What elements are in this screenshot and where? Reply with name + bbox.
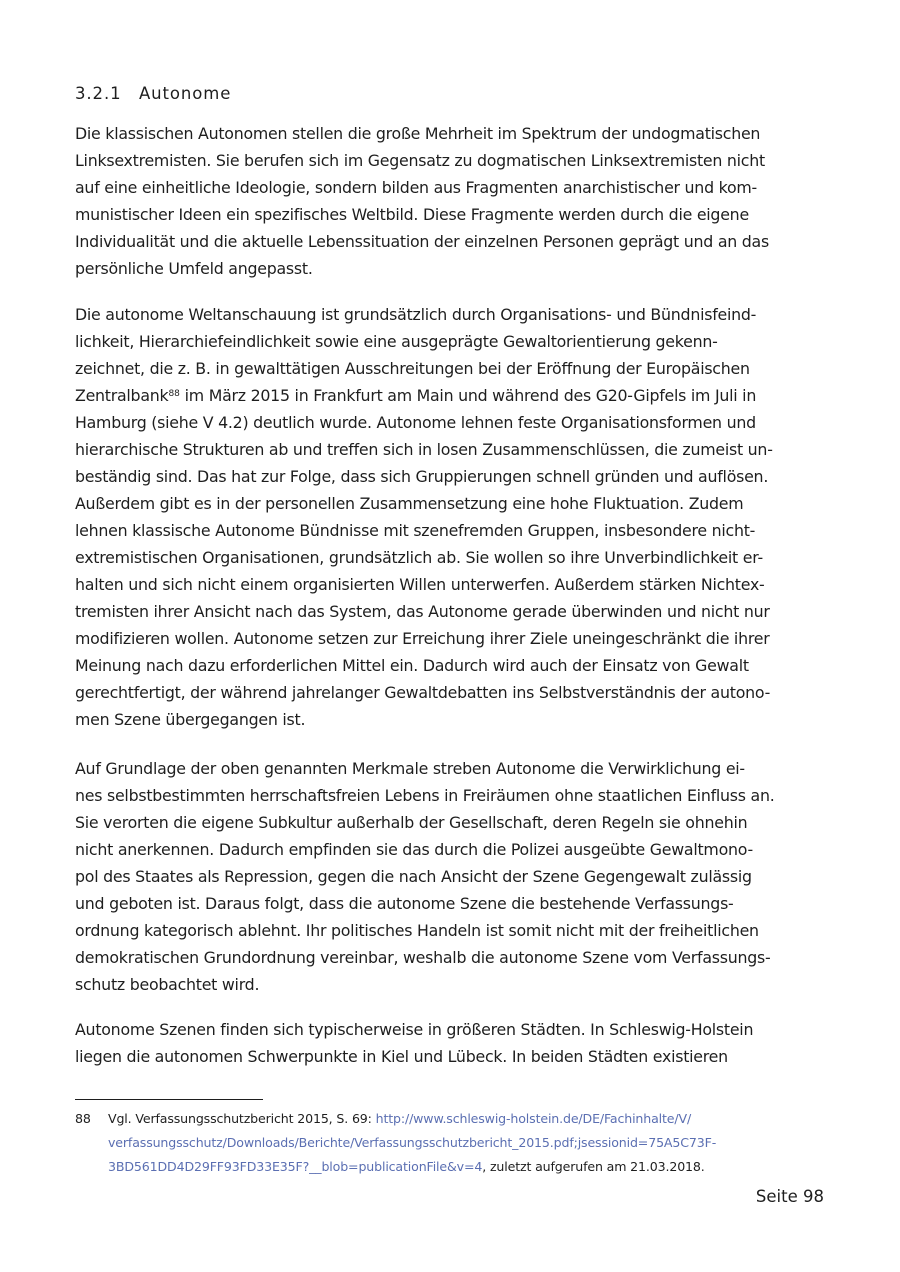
paragraph-2 <box>75 301 835 733</box>
footnote-line <box>75 1155 835 1179</box>
section-heading <box>75 82 231 106</box>
text-line: demokratischen Grundordnung vereinbar, weshalb die autonome Szene vom Verfassungs- <box>75 948 771 967</box>
text-line: Die klassischen Autonomen stellen die große Mehrheit im Spektrum der undogmatischen <box>75 124 761 143</box>
footnote-prefix: Vgl. Verfassungsschutzbericht 2015, S. 69: <box>108 1111 376 1126</box>
footnote-separator <box>75 1099 263 1100</box>
text-line: hierarchische Strukturen ab und treffen sich in losen Zusammenschlüssen, die zumeist un- <box>75 440 773 459</box>
text-line: pol des Staates als Repression, gegen die nach Ansicht der Szene Gegengewalt zulässig <box>75 867 752 886</box>
text-line: zeichnet, die z. B. in gewalttätigen Ausschreitungen bei der Eröffnung der Europäischen <box>75 359 750 378</box>
text-line: Autonome Szenen finden sich typischerweise in größeren Städten. In Schleswig-Holstein <box>75 1020 754 1039</box>
paragraph-1 <box>75 120 835 282</box>
text-segment: Zentralbank <box>75 386 169 405</box>
text-line: Auf Grundlage der oben genannten Merkmale streben Autonome die Verwirklichung ei- <box>75 759 745 778</box>
text-line: Meinung nach dazu erforderlichen Mittel ein. Dadurch wird auch der Einsatz von Gewalt <box>75 656 749 675</box>
footnote-link[interactable]: 3BD561DD4D29FF93FD33E35F?__blob=publicationFile&v=4 <box>108 1159 483 1174</box>
text-line: munistischer Ideen ein spezifisches Weltbild. Diese Fragmente werden durch die eigene <box>75 205 749 224</box>
text-line: nes selbstbestimmten herrschaftsfreien Lebens in Freiräumen ohne staatlichen Einfluss an. <box>75 786 775 805</box>
text-line: Außerdem gibt es in der personellen Zusammensetzung eine hohe Fluktuation. Zudem <box>75 494 744 513</box>
footnote-line <box>75 1131 835 1155</box>
footnote-number: 88 <box>75 1111 91 1126</box>
text-line: Hamburg (siehe V 4.2) deutlich wurde. Autonome lehnen feste Organisationsformen und <box>75 413 756 432</box>
text-line: men Szene übergegangen ist. <box>75 710 306 729</box>
text-line: Sie verorten die eigene Subkultur außerhalb der Gesellschaft, deren Regeln sie ohnehin <box>75 813 748 832</box>
text-line: liegen die autonomen Schwerpunkte in Kiel und Lübeck. In beiden Städten existieren <box>75 1047 728 1066</box>
footnote-line <box>75 1107 835 1131</box>
text-line: und geboten ist. Daraus folgt, dass die autonome Szene die bestehende Verfassungs- <box>75 894 734 913</box>
footnote-link[interactable]: verfassungsschutz/Downloads/Berichte/Verfassungsschutzbericht_2015.pdf;jsessionid=75A5C73F- <box>108 1135 717 1150</box>
text-line: modifizieren wollen. Autonome setzen zur Erreichung ihrer Ziele uneingeschränkt die ihrer <box>75 629 770 648</box>
text-line: auf eine einheitliche Ideologie, sondern bilden aus Fragmenten anarchistischer und kom- <box>75 178 757 197</box>
text-line: gerechtfertigt, der während jahrelanger Gewaltdebatten ins Selbstverständnis der autono- <box>75 683 771 702</box>
text-line: Linksextremisten. Sie berufen sich im Gegensatz zu dogmatischen Linksextremisten nicht <box>75 151 765 170</box>
text-line: Individualität und die aktuelle Lebenssituation der einzelnen Personen geprägt und an das <box>75 232 769 251</box>
section-title: Autonome <box>139 84 232 103</box>
text-line: beständig sind. Das hat zur Folge, dass sich Gruppierungen schnell gründen und auflösen. <box>75 467 769 486</box>
text-line: ordnung kategorisch ablehnt. Ihr politisches Handeln ist somit nicht mit der freiheitlichen <box>75 921 759 940</box>
footnote-reference[interactable]: 88 <box>168 389 180 399</box>
paragraph-3 <box>75 755 835 998</box>
footnote-88 <box>75 1107 835 1179</box>
text-line: schutz beobachtet wird. <box>75 975 260 994</box>
text-line: persönliche Umfeld angepasst. <box>75 259 313 278</box>
paragraph-4 <box>75 1016 835 1070</box>
section-number: 3.2.1 <box>75 84 122 103</box>
text-line: nicht anerkennen. Dadurch empfinden sie das durch die Polizei ausgeübte Gewaltmono- <box>75 840 753 859</box>
text-line: Die autonome Weltanschauung ist grundsätzlich durch Organisations- und Bündnisfeind- <box>75 305 757 324</box>
text-line: tremisten ihrer Ansicht nach das System, das Autonome gerade überwinden und nicht nur <box>75 602 770 621</box>
page-number: Seite 98 <box>755 1187 824 1206</box>
text-line: extremistischen Organisationen, grundsätzlich ab. Sie wollen so ihre Unverbindlichkeit er- <box>75 548 763 567</box>
text-line: lichkeit, Hierarchiefeindlichkeit sowie eine ausgeprägte Gewaltorientierung gekenn- <box>75 332 718 351</box>
text-segment: im März 2015 in Frankfurt am Main und während des G20-Gipfels im Juli in <box>179 386 757 405</box>
footnote-suffix: , zuletzt aufgerufen am 21.03.2018. <box>482 1159 705 1174</box>
text-line-with-footnote-ref <box>75 382 835 409</box>
text-line: lehnen klassische Autonome Bündnisse mit szenefremden Gruppen, insbesondere nicht- <box>75 521 756 540</box>
text-line: halten und sich nicht einem organisierten Willen unterwerfen. Außerdem stärken Nichtex- <box>75 575 765 594</box>
footnote-link[interactable]: http://www.schleswig-holstein.de/DE/Fachinhalte/V/ <box>375 1111 692 1126</box>
